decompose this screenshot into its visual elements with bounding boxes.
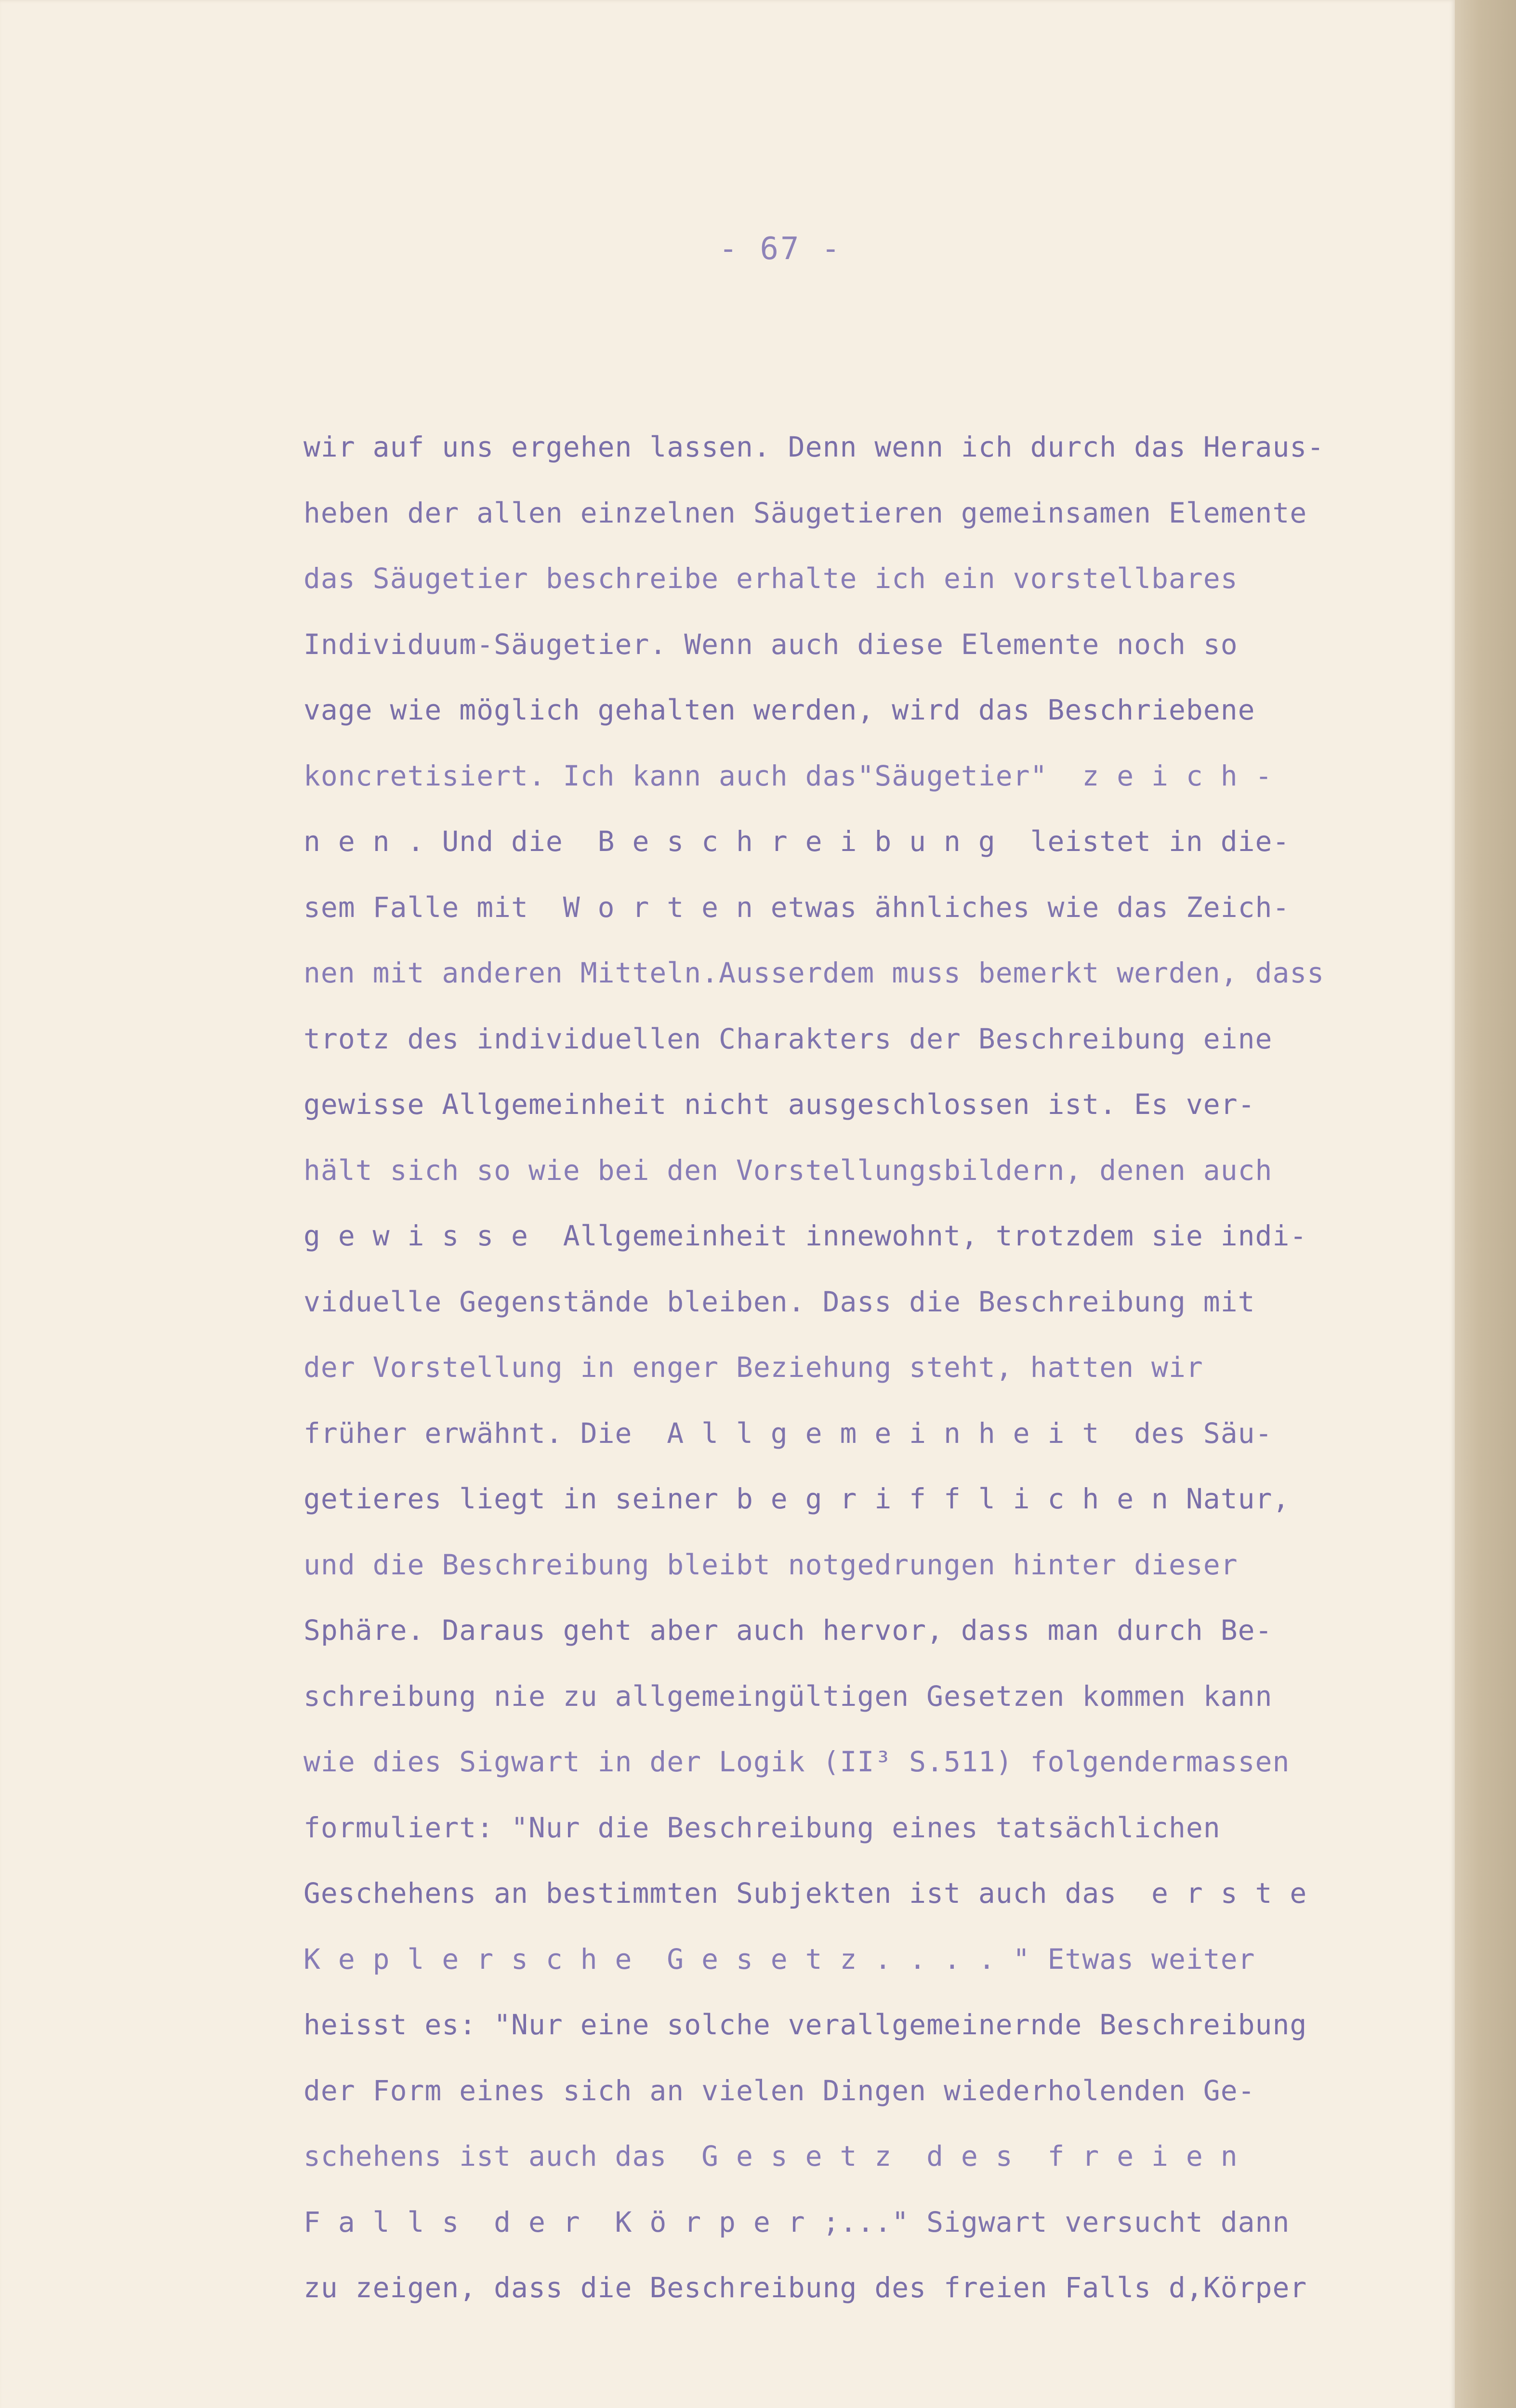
text-line: der Vorstellung in enger Beziehung steht, hatten wir	[303, 1351, 1203, 1384]
text-line: trotz des individuellen Charakters der Beschreibung eine	[303, 1022, 1273, 1055]
text-line: heben der allen einzelnen Säugetieren gemeinsamen Elemente	[303, 496, 1307, 529]
text-line: gewisse Allgemeinheit nicht ausgeschlossen ist. Es ver-	[303, 1088, 1255, 1121]
text-line: nen mit anderen Mitteln.Ausserdem muss bemerkt werden, dass	[303, 956, 1325, 989]
text-line: K e p l e r s c h e G e s e t z . . . . " Etwas weiter	[303, 1942, 1255, 1976]
text-line: der Form eines sich an vielen Dingen wiederholenden Ge-	[303, 2074, 1255, 2107]
body-text	[303, 414, 1469, 2321]
text-line: zu zeigen, dass die Beschreibung des freien Falls d,Körper	[303, 2271, 1307, 2304]
text-line: wir auf uns ergehen lassen. Denn wenn ich durch das Heraus-	[303, 431, 1325, 463]
text-line: wie dies Sigwart in der Logik (II³ S.511) folgendermassen	[303, 1745, 1290, 1778]
text-line: Sphäre. Daraus geht aber auch hervor, dass man durch Be-	[303, 1614, 1273, 1647]
text-line: schreibung nie zu allgemeingültigen Gesetzen kommen kann	[303, 1679, 1273, 1713]
text-line: F a l l s d e r K ö r p e r ;..." Sigwart versucht dann	[303, 2205, 1290, 2238]
text-line: viduelle Gegenstände bleiben. Dass die Beschreibung mit	[303, 1285, 1255, 1318]
text-line: hält sich so wie bei den Vorstellungsbildern, denen auch	[303, 1153, 1273, 1187]
text-line: Geschehens an bestimmten Subjekten ist auch das e r s t e	[303, 1877, 1307, 1910]
text-line: Individuum-Säugetier. Wenn auch diese Elemente noch so	[303, 628, 1238, 661]
text-line: vage wie möglich gehalten werden, wird das Beschriebene	[303, 694, 1255, 726]
text-line: n e n . Und die B e s c h r e i b u n g leistet in die-	[303, 825, 1290, 858]
text-line: sem Falle mit W o r t e n etwas ähnliches wie das Zeich-	[303, 890, 1290, 924]
text-line: formuliert: "Nur die Beschreibung eines tatsächlichen	[303, 1811, 1221, 1844]
text-line: und die Beschreibung bleibt notgedrungen hinter dieser	[303, 1548, 1238, 1581]
text-line: heisst es: "Nur eine solche verallgemeinernde Beschreibung	[303, 2008, 1307, 2041]
text-line: getieres liegt in seiner b e g r i f f l i c h e n Natur,	[303, 1482, 1290, 1515]
text-line: koncretisiert. Ich kann auch das"Säugetier" z e i c h -	[303, 759, 1273, 792]
page-edge-shadow	[1455, 0, 1516, 2408]
page-number: - 67 -	[719, 231, 842, 267]
text-line: früher erwähnt. Die A l l g e m e i n h e i t des Säu-	[303, 1416, 1273, 1450]
text-line: g e w i s s e Allgemeinheit innewohnt, trotzdem sie indi-	[303, 1219, 1307, 1252]
text-line: das Säugetier beschreibe erhalte ich ein vorstellbares	[303, 562, 1238, 595]
text-line: schehens ist auch das G e s e t z d e s f r e i e n	[303, 2140, 1238, 2172]
